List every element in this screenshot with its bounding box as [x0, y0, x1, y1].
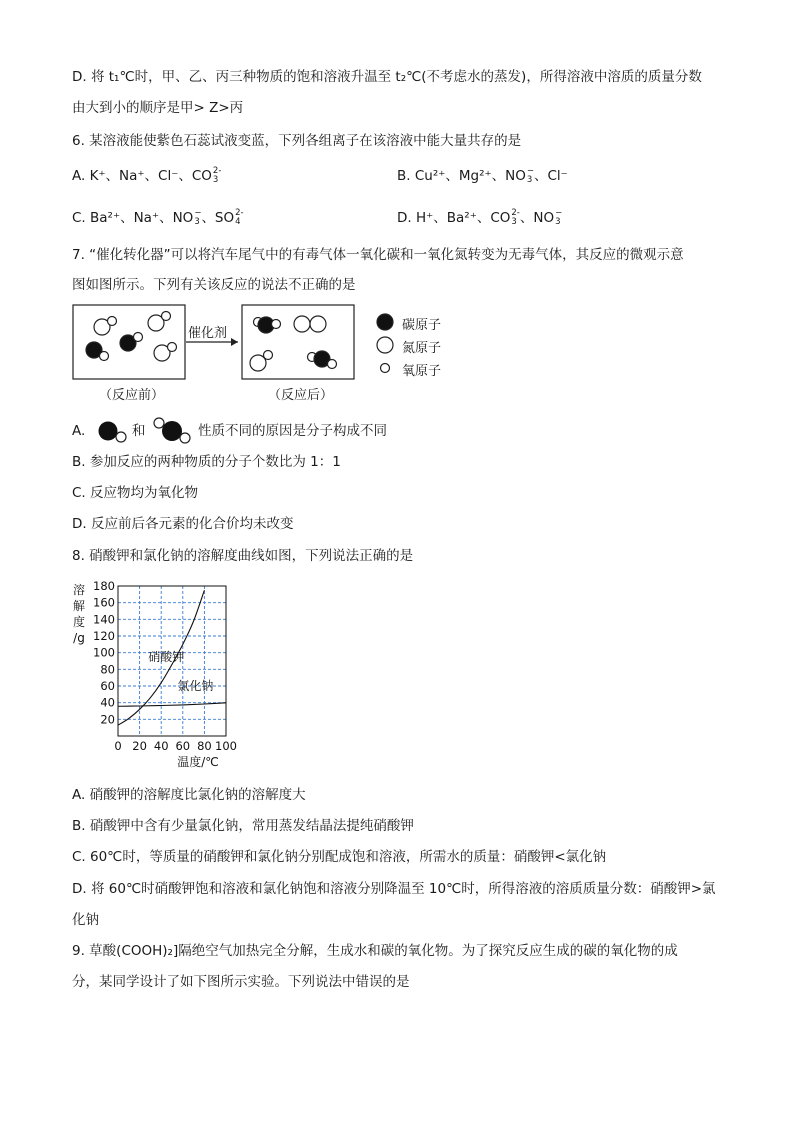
legend-carbon: 碳原子 — [402, 318, 442, 333]
y-tick-label: 80 — [100, 662, 115, 677]
q8-option-c: C. 60℃时，等质量的硝酸钾和氯化钠分别配成饱和溶液，所需水的质量：硝酸钾<氯化钠 — [72, 849, 607, 865]
y-axis-label-char: 解 — [72, 599, 86, 613]
q6-option-d-mid: 、NO — [519, 210, 555, 226]
y-tick-label: 20 — [100, 712, 115, 727]
q8-option-b: B. 硝酸钾中含有少量氯化钠，常用蒸发结晶法提纯硝酸钾 — [72, 818, 414, 834]
q8-option-d-line2: 化钠 — [72, 912, 99, 928]
series-label-kno3: 硝酸钾 — [148, 650, 185, 664]
q7-option-d: D. 反应前后各元素的化合价均未改变 — [72, 516, 294, 532]
q7-stem-line1: 7. “催化转化器”可以将汽车尾气中的有毒气体一氧化碳和一氧化氮转变为无毒气体，其反应的微观示意 — [72, 247, 684, 263]
x-tick-label: 80 — [197, 739, 212, 753]
y-tick-label: 120 — [93, 629, 115, 643]
co2-molecule-icon — [150, 416, 194, 446]
q9-stem-line1: 9. 草酸(COOH)₂]隔绝空气加热完全分解，生成水和碳的氧化物。为了探究反应生成的碳的氧化物的成 — [72, 943, 678, 959]
atom-legend — [374, 312, 398, 378]
legend-nitrogen: 氮原子 — [402, 341, 442, 356]
q6-option-d: D. H⁺、Ba²⁺、CO 2- 3 、NO − 3 — [397, 208, 563, 227]
reaction-diagram — [72, 303, 392, 383]
y-axis-label-char: 溶 — [72, 583, 86, 597]
y-tick-label: 60 — [100, 679, 115, 693]
x-tick-label: 60 — [175, 739, 191, 753]
q7-option-a-text: 性质不同的原因是分子构成不同 — [197, 423, 387, 439]
carbon-atom-icon — [377, 314, 393, 330]
y-axis-label-char: 度 — [72, 615, 86, 629]
q6-option-c: C. Ba²⁺、Na⁺、NO − 3 、SO 2- 4 — [72, 208, 244, 227]
q6-option-b: B. Cu²⁺、Mg²⁺、NO − 3 、Cl⁻ — [397, 166, 568, 185]
q5-option-d-line2: 由大到小的顺序是甲> Z>丙 — [72, 100, 244, 116]
q7-option-a-label: A. — [72, 423, 86, 439]
q7-option-a — [72, 416, 387, 446]
x-tick-label: 0 — [114, 739, 122, 753]
x-tick-label: 20 — [132, 739, 147, 753]
q8-option-d-line1: D. 将 60℃时硝酸钾饱和溶液和氯化钠饱和溶液分别降温至 10℃时，所得溶液的溶质质量分数：硝酸钾>氯 — [72, 881, 716, 897]
q7-option-b: B. 参加反应的两种物质的分子个数比为 1：1 — [72, 454, 341, 470]
q6-option-a-text: A. K⁺、Na⁺、Cl⁻、CO — [72, 168, 212, 184]
q6-option-d-text: D. H⁺、Ba²⁺、CO — [397, 210, 511, 226]
solubility-chart — [66, 576, 256, 772]
y-tick-label: 100 — [93, 645, 115, 660]
x-axis-label: 温度/℃ — [177, 755, 219, 769]
q6-option-b-suffix: 、Cl⁻ — [533, 168, 568, 184]
nitrogen-atom-icon — [377, 337, 393, 353]
y-tick-label: 40 — [100, 695, 115, 710]
y-tick-label: 180 — [93, 579, 115, 593]
q9-stem-line2: 分，某同学设计了如下图所示实验。下列说法中错误的是 — [72, 974, 410, 990]
q7-option-c: C. 反应物均为氧化物 — [72, 485, 199, 501]
q6-option-c-mid: 、SO — [201, 210, 235, 226]
y-tick-label: 160 — [93, 595, 115, 610]
q7-option-a-and: 和 — [131, 423, 146, 439]
q8-option-a: A. 硝酸钾的溶解度比氯化钠的溶解度大 — [72, 787, 306, 803]
q8-stem: 8. 硝酸钾和氯化钠的溶解度曲线如图，下列说法正确的是 — [72, 548, 414, 564]
q7-stem-line2: 图如图所示。下列有关该反应的说法不正确的是 — [72, 277, 356, 293]
q6-option-b-text: B. Cu²⁺、Mg²⁺、NO — [397, 168, 526, 184]
legend-oxygen: 氧原子 — [402, 364, 442, 379]
q6-option-c-text: C. Ba²⁺、Na⁺、NO — [72, 210, 194, 226]
oxygen-atom-icon — [381, 364, 390, 373]
before-caption: （反应前） — [99, 388, 165, 403]
arrow-label: 催化剂 — [188, 326, 228, 341]
co-molecule-icon — [94, 419, 128, 443]
y-axis-label-unit: /g — [73, 631, 85, 645]
y-tick-label: 140 — [93, 612, 115, 627]
series-label-nacl: 氯化钠 — [177, 679, 214, 694]
q5-option-d-line1: D. 将 t₁℃时，甲、乙、丙三种物质的饱和溶液升温至 t₂℃(不考虑水的蒸发)，所得溶液中溶质的质量分数 — [72, 69, 702, 85]
x-tick-label: 40 — [153, 739, 169, 753]
after-caption: （反应后） — [268, 388, 334, 403]
q6-stem: 6. 某溶液能使紫色石蕊试液变蓝，下列各组离子在该溶液中能大量共存的是 — [72, 133, 522, 149]
q6-option-a: A. K⁺、Na⁺、Cl⁻、CO 2- 3 — [72, 166, 222, 185]
x-tick-label: 100 — [215, 739, 237, 753]
series-line-1 — [118, 703, 226, 706]
